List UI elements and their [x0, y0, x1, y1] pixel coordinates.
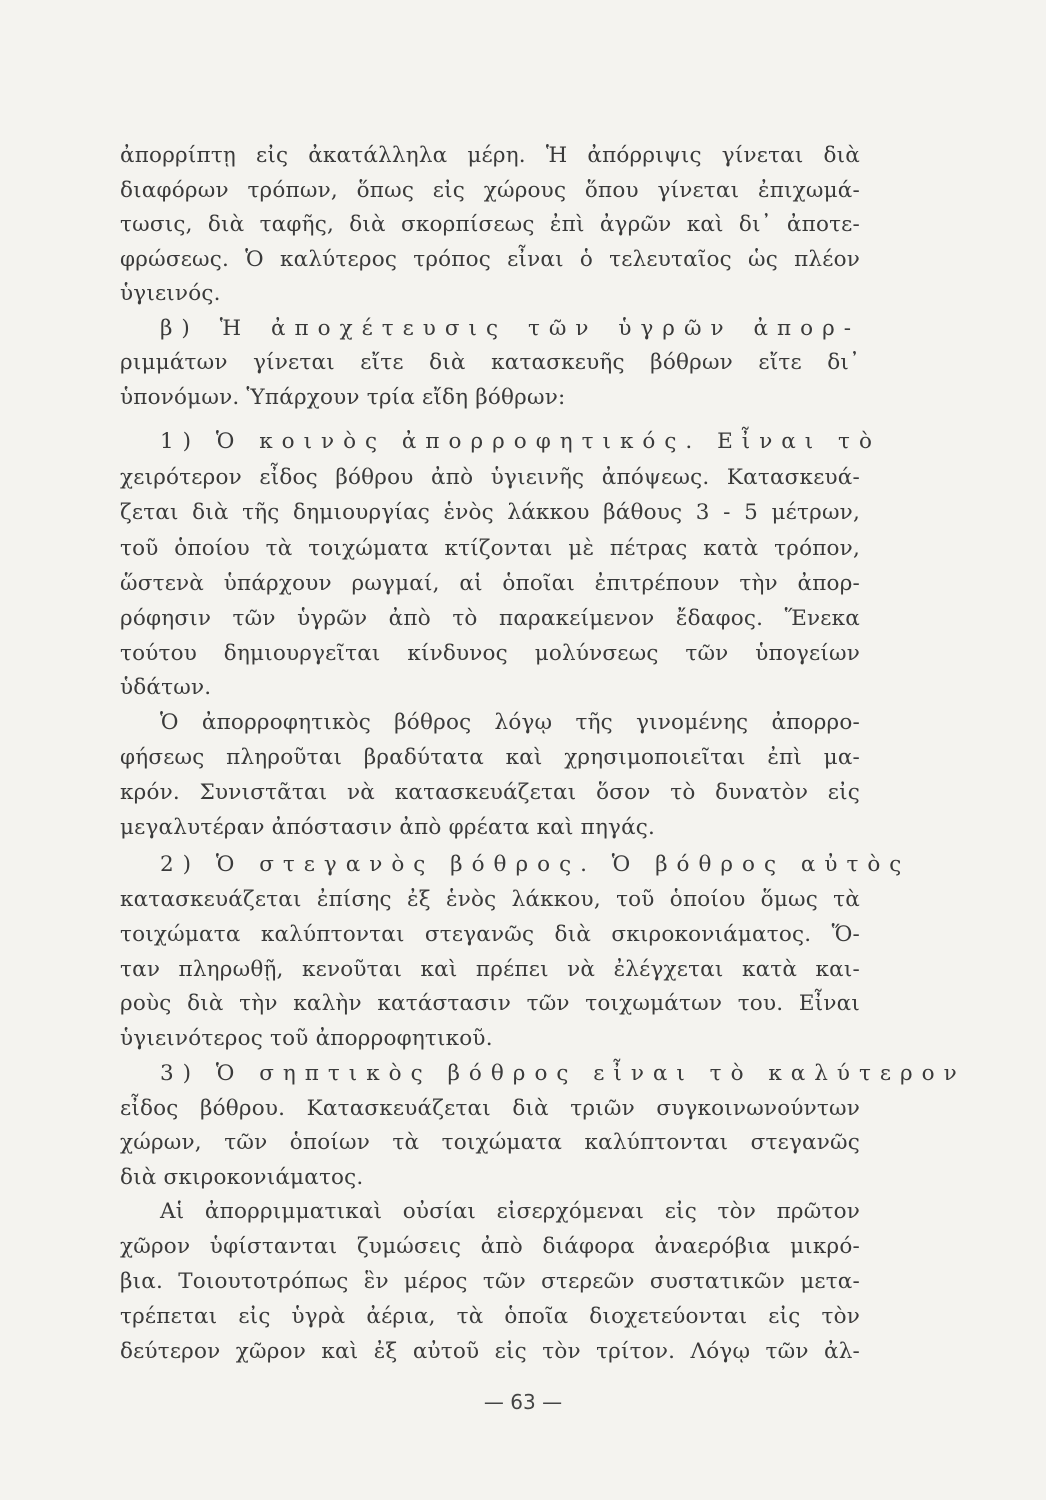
text-line: δεύτερον χῶρον καὶ ἐξ αὐτοῦ εἰς τὸν τρίτον. Λόγῳ τῶν ἀλ-	[120, 1339, 860, 1364]
text-line: διὰ σκιροκονιάματος.	[120, 1165, 364, 1190]
text-line: ταν πληρωθῇ, κενοῦται καὶ πρέπει νὰ ἐλέγχεται κατὰ και-	[120, 957, 860, 982]
text-line: ὑγιεινότερος τοῦ ἀπορροφητικοῦ.	[120, 1026, 493, 1051]
text-line: ὑδάτων.	[120, 675, 212, 700]
text-line: ριμμάτων γίνεται εἴτε διὰ κατασκευῆς βόθρων εἴτε δι᾽	[120, 350, 860, 375]
text-line: χῶρον ὑφίστανται ζυμώσεις ἀπὸ διάφορα ἀναερόβια μικρό-	[120, 1234, 860, 1259]
text-line: τρέπεται εἰς ὑγρὰ ἀέρια, τὰ ὁποῖα διοχετεύονται εἰς τὸν	[120, 1304, 860, 1329]
text-line: εἶδος βόθρου. Κατασκευάζεται διὰ τριῶν συγκοινωνούντων	[120, 1096, 860, 1121]
text-line: διαφόρων τρόπων, ὅπως εἰς χώρους ὅπου γίνεται ἐπιχωμά-	[120, 178, 860, 203]
text-line: τωσις, διὰ ταφῆς, διὰ σκορπίσεως ἐπὶ ἀγρῶν καὶ δι᾽ ἀποτε-	[120, 212, 860, 237]
subheading-line: 2) Ὁ στεγανὸς βόθρος. Ὁ βόθρος αὐτὸς	[160, 852, 911, 877]
text-line: ὑπονόμων. Ὑπάρχουν τρία εἴδη βόθρων:	[120, 385, 566, 410]
text-line: κατασκευάζεται ἐπίσης ἐξ ἑνὸς λάκκου, τοῦ ὁποίου ὅμως τὰ	[120, 887, 860, 912]
page-number: — 63 —	[483, 1390, 563, 1414]
text-line: ζεται διὰ τῆς δημιουργίας ἑνὸς λάκκου βάθους 3 - 5 μέτρων,	[120, 500, 860, 525]
text-line: ὥστενὰ ὑπάρχουν ρωγμαί, αἱ ὁποῖαι ἐπιτρέπουν τὴν ἀπορ-	[120, 571, 860, 596]
subheading-line: 3) Ὁ σηπτικὸς βόθρος εἶναι τὸ καλύτερον	[160, 1061, 966, 1086]
text-line: Ὁ ἀπορροφητικὸς βόθρος λόγῳ τῆς γινομένης ἀπορρο-	[160, 710, 860, 735]
text-line: ροὺς διὰ τὴν καλὴν κατάστασιν τῶν τοιχωμάτων του. Εἶναι	[120, 991, 860, 1016]
text-line: χώρων, τῶν ὁποίων τὰ τοιχώματα καλύπτονται στεγανῶς	[120, 1130, 860, 1155]
text-line: ρόφησιν τῶν ὑγρῶν ἀπὸ τὸ παρακείμενον ἔδαφος. Ἕνεκα	[120, 606, 860, 631]
subheading-line: β) Ἡ ἀποχέτευσις τῶν ὑγρῶν ἀπορ-	[160, 316, 860, 341]
text-line: βια. Τοιουτοτρόπως ἓν μέρος τῶν στερεῶν συστατικῶν μετα-	[120, 1269, 860, 1294]
text-line: τούτου δημιουργεῖται κίνδυνος μολύνσεως τῶν ὑπογείων	[120, 641, 860, 666]
subheading-line: 1) Ὁ κοινὸς ἀπορροφητικός. Εἶναι τὸ	[160, 429, 881, 454]
text-line: Αἱ ἀπορριμματικαὶ οὐσίαι εἰσερχόμεναι εἰς τὸν πρῶτον	[160, 1199, 860, 1224]
text-line: ἀπορρίπτῃ εἰς ἀκατάλληλα μέρη. Ἡ ἀπόρριψις γίνεται διὰ	[120, 143, 860, 168]
text-line: μεγαλυτέραν ἀπόστασιν ἀπὸ φρέατα καὶ πηγάς.	[120, 815, 656, 840]
text-line: τοῦ ὁποίου τὰ τοιχώματα κτίζονται μὲ πέτρας κατὰ τρόπον,	[120, 536, 860, 561]
text-line: ὑγιεινός.	[120, 281, 221, 306]
text-line: χειρότερον εἶδος βόθρου ἀπὸ ὑγιεινῆς ἀπόψεως. Κατασκευά-	[120, 465, 860, 490]
text-line: φρώσεως. Ὁ καλύτερος τρόπος εἶναι ὁ τελευταῖος ὡς πλέον	[120, 247, 860, 272]
text-line: κρόν. Συνιστᾶται νὰ κατασκευάζεται ὅσον τὸ δυνατὸν εἰς	[120, 780, 860, 805]
text-line: τοιχώματα καλύπτονται στεγανῶς διὰ σκιροκονιάματος. Ὅ-	[120, 922, 860, 947]
text-line: φήσεως πληροῦται βραδύτατα καὶ χρησιμοποιεῖται ἐπὶ μα-	[120, 745, 860, 770]
